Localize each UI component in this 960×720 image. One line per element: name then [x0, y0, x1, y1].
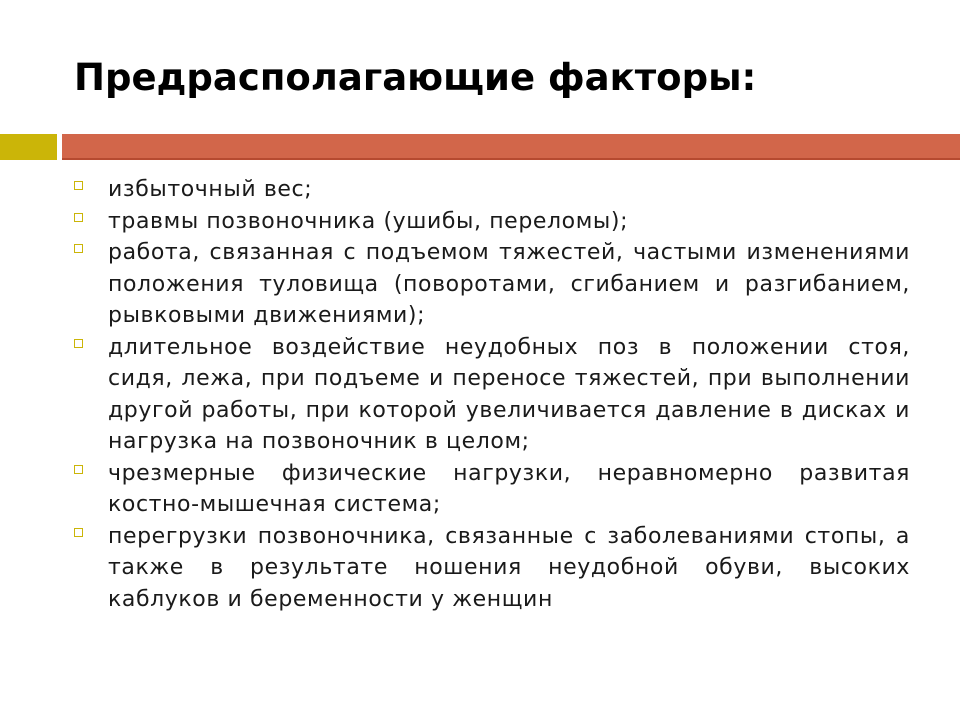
list-item-text: перегрузки позвоночника, связанные с заболеваниями стопы, а также в результате ношения неудобной обуви, высоких каблуков и беременности у женщин	[108, 523, 910, 612]
list-item-text: чрезмерные физические нагрузки, неравномерно развитая костно-мышечная система;	[108, 460, 910, 517]
list-item	[74, 206, 910, 238]
bullet-list	[74, 174, 910, 615]
list-item	[74, 174, 910, 206]
list-item-text: избыточный вес;	[108, 177, 313, 202]
list-item	[74, 332, 910, 458]
slide-title: Предрасполагающие факторы:	[74, 56, 757, 99]
list-item	[74, 521, 910, 616]
accent-bar-red	[62, 134, 960, 160]
list-item-text: травмы позвоночника (ушибы, переломы);	[108, 208, 629, 234]
accent-bar-gold	[0, 134, 57, 160]
hollow-square-bullet-icon	[74, 213, 83, 222]
hollow-square-bullet-icon	[74, 528, 83, 537]
list-item	[74, 237, 910, 332]
list-item-text: работа, связанная с подъемом тяжестей, частыми изменениями положения туловища (поворотами, сгибанием и разгибанием, рывковыми движениями);	[108, 240, 910, 328]
hollow-square-bullet-icon	[74, 465, 83, 474]
accent-bar-underline	[62, 158, 960, 160]
hollow-square-bullet-icon	[74, 244, 83, 253]
list-item	[74, 458, 910, 521]
hollow-square-bullet-icon	[74, 181, 83, 190]
hollow-square-bullet-icon	[74, 339, 83, 348]
list-item-text: длительное воздействие неудобных поз в положении стоя, сидя, лежа, при подъеме и переносе тяжестей, при выполнении другой работы, при которой увеличивается давление в дисках и нагрузка на позвоночник в целом;	[108, 334, 910, 454]
